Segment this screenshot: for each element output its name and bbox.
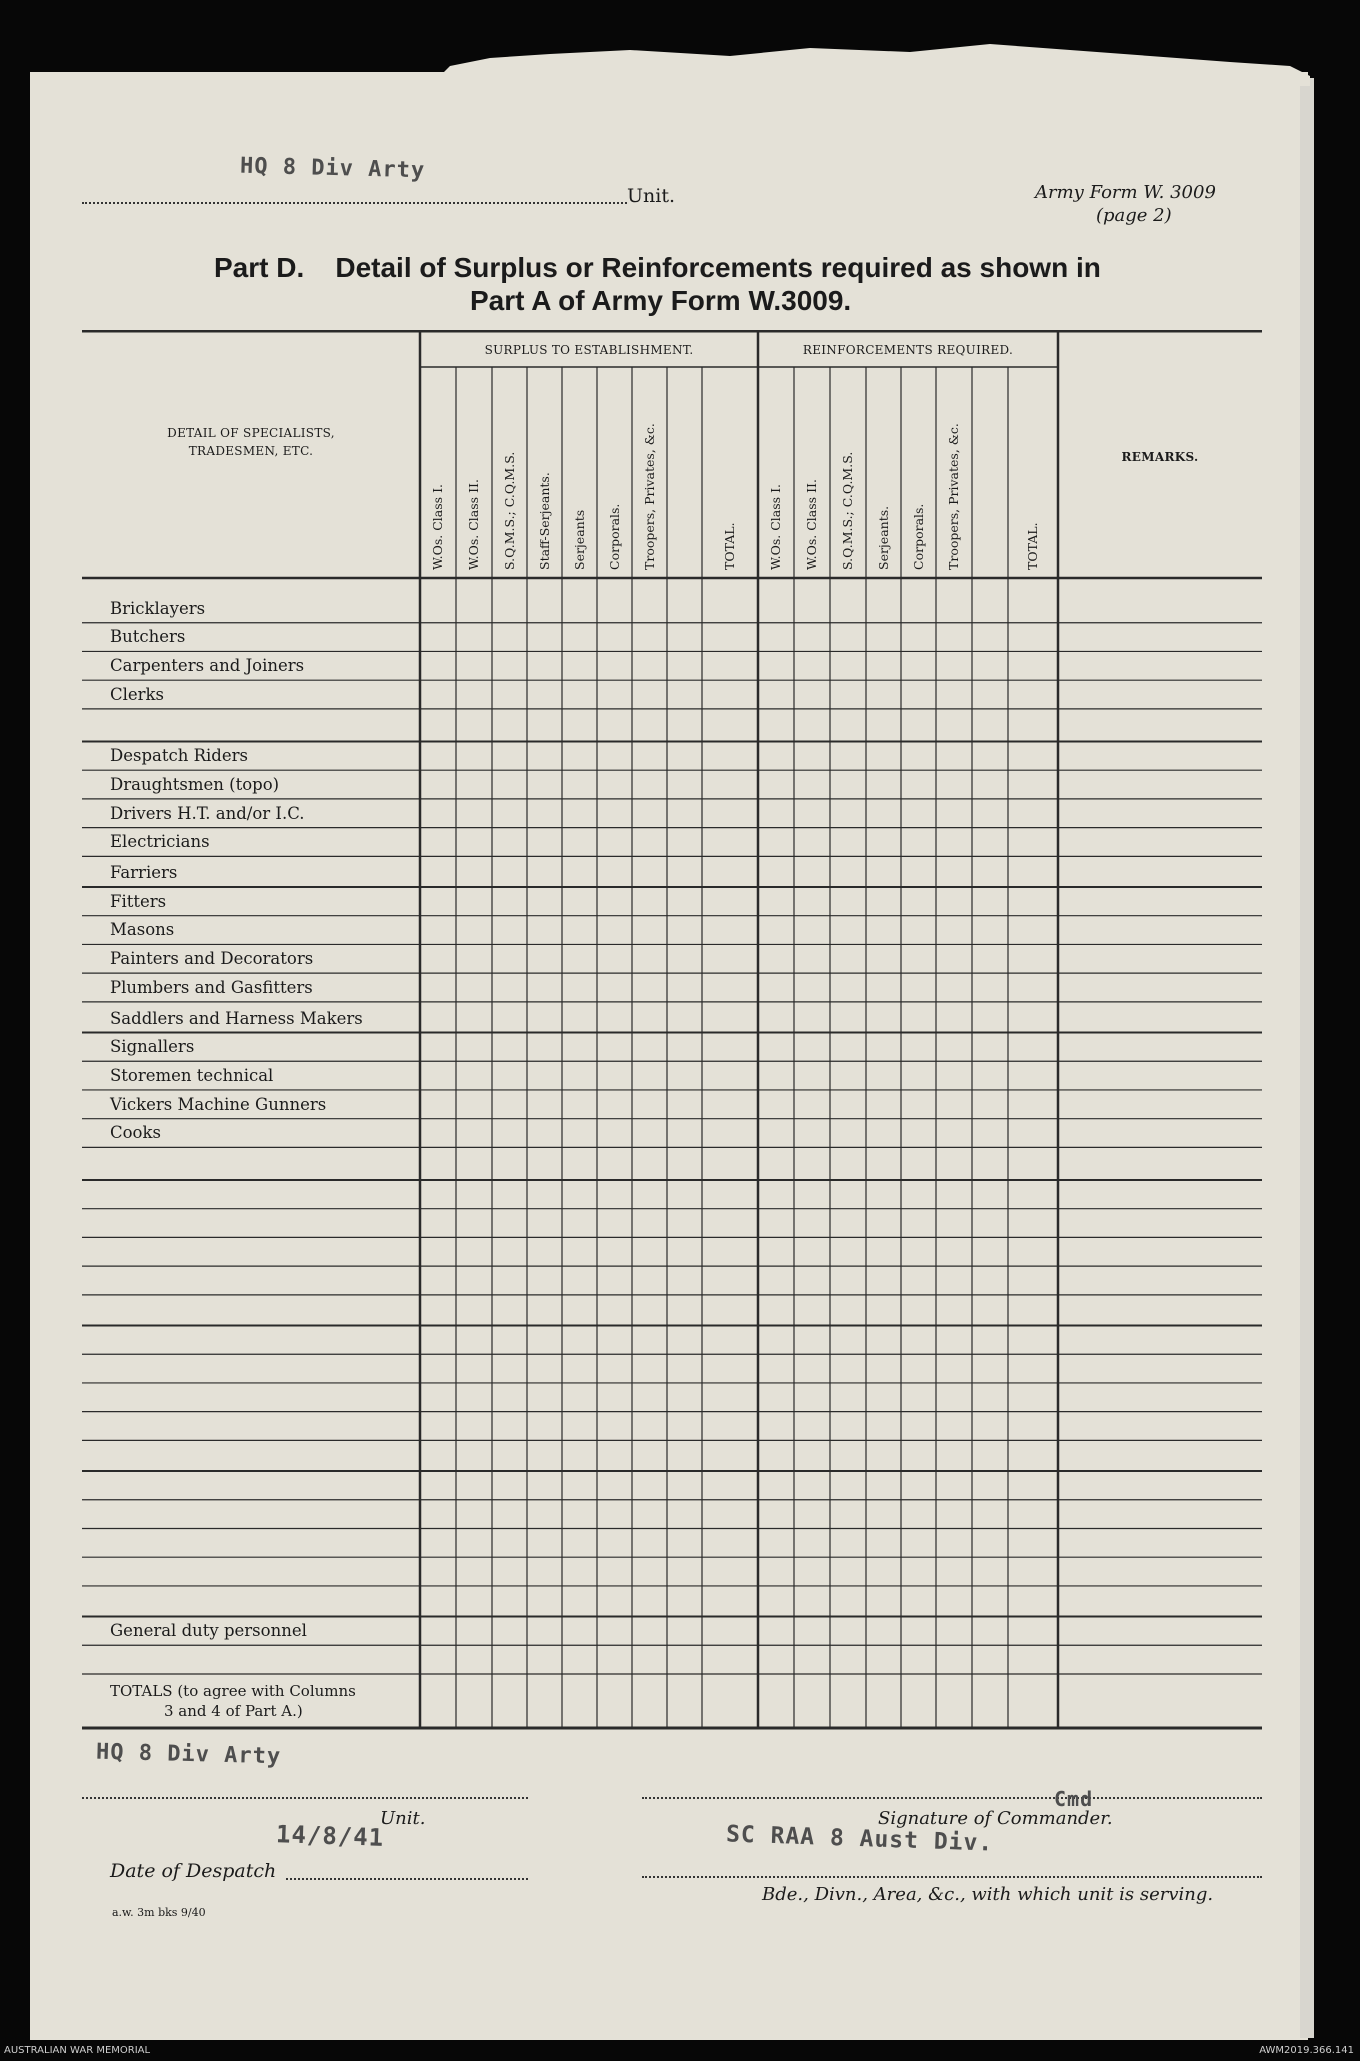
unit-label: Unit. — [627, 185, 676, 207]
bde-label: Bde., Divn., Area, &c., with which unit is serving. — [762, 1884, 1214, 1905]
table-row-label: Farriers — [110, 862, 178, 882]
column-header: Troopers, Privates, &c. — [946, 423, 961, 570]
table-row-label: Draughtsmen (topo) — [110, 774, 280, 794]
detail-header-line1: DETAIL OF SPECIALISTS, — [167, 426, 335, 440]
column-header: S.Q.M.S.; C.Q.M.S. — [840, 451, 855, 570]
bde-line — [642, 1876, 1262, 1878]
page-title-line1: Part D. Detail of Surplus or Reinforcements required as shown in — [214, 252, 1101, 283]
column-header: W.Os. Class I. — [430, 484, 445, 570]
table-row-label: Cooks — [110, 1123, 161, 1143]
detail-table — [82, 330, 1262, 1730]
sheet-edge — [1300, 78, 1314, 2038]
bde-stamp: SC RAA 8 Aust Div. — [725, 1821, 994, 1857]
column-header: S.Q.M.S.; C.Q.M.S. — [501, 451, 517, 570]
signature-label: Signature of Commander. — [878, 1808, 1113, 1829]
column-header: Corporals. — [606, 503, 622, 570]
table-row-label: Masons — [110, 920, 175, 940]
page-title-line2: Part A of Army Form W.3009. — [470, 285, 852, 316]
archive-caption-left: AUSTRALIAN WAR MEMORIAL — [4, 2045, 151, 2056]
table-row-label: Vickers Machine Gunners — [110, 1094, 327, 1114]
footer-unit-line — [82, 1797, 528, 1799]
archive-caption — [0, 2043, 1360, 2061]
date-label: Date of Despatch — [110, 1860, 277, 1882]
date-stamp: 14/8/41 — [275, 1820, 385, 1852]
table-row-label: General duty personnel — [110, 1621, 307, 1641]
table-row-label: Clerks — [110, 684, 165, 704]
table-row-label: Painters and Decorators — [110, 949, 314, 969]
column-header: Staff-Serjeants. — [536, 472, 552, 570]
table-row-label: Plumbers and Gasfitters — [110, 977, 313, 997]
print-code: a.w. 3m bks 9/40 — [112, 1906, 206, 1919]
detail-header-line2: TRADESMEN, ETC. — [188, 444, 314, 458]
table-row-label: Signallers — [110, 1037, 195, 1057]
table-row-label: Carpenters and Joiners — [110, 656, 305, 676]
column-header: Corporals. — [910, 503, 926, 570]
signature-line — [642, 1797, 1262, 1799]
column-header: Serjeants. — [875, 505, 891, 570]
remarks-header: REMARKS. — [1121, 450, 1199, 464]
table-row-label: Butchers — [110, 627, 186, 647]
table-row-label: Despatch Riders — [110, 746, 248, 766]
footer-unit-stamp: HQ 8 Div Arty — [95, 1739, 282, 1770]
totals-label-line1: TOTALS (to agree with Columns — [110, 1682, 356, 1700]
table-row-label: Fitters — [110, 891, 167, 911]
column-header: W.Os. Class I. — [768, 484, 783, 570]
table-row-label: Storemen technical — [110, 1065, 274, 1085]
table-row-label: Saddlers and Harness Makers — [110, 1008, 363, 1028]
unit-stamp: HQ 8 Div Arty — [239, 153, 426, 184]
column-header: TOTAL. — [722, 522, 737, 570]
column-header: Troopers, Privates, &c. — [641, 423, 657, 570]
column-header: Serjeants — [571, 509, 587, 570]
reinforcements-header: REINFORCEMENTS REQUIRED. — [802, 343, 1014, 357]
table-grid — [82, 330, 1262, 1730]
table-row-label: Bricklayers — [110, 598, 206, 618]
totals-label-line2: 3 and 4 of Part A.) — [164, 1702, 303, 1720]
column-header: TOTAL. — [1025, 522, 1040, 570]
footer-unit-label: Unit. — [380, 1808, 426, 1829]
unit-line — [82, 202, 627, 204]
form-ref-line1: Army Form W. 3009 — [1035, 182, 1216, 203]
column-header: W.Os. Class II. — [466, 479, 481, 570]
table-row-label: Electricians — [110, 832, 210, 852]
date-line — [286, 1878, 528, 1880]
surplus-header: SURPLUS TO ESTABLISHMENT. — [484, 343, 694, 357]
column-header: W.Os. Class II. — [804, 479, 819, 570]
table-row-label: Drivers H.T. and/or I.C. — [110, 803, 305, 823]
torn-edge — [430, 36, 1310, 86]
form-ref-line2: (page 2) — [1096, 205, 1172, 226]
archive-caption-right: AWM2019.366.141 — [1259, 2045, 1354, 2056]
signature-stamp: Cmd — [1054, 1787, 1094, 1811]
